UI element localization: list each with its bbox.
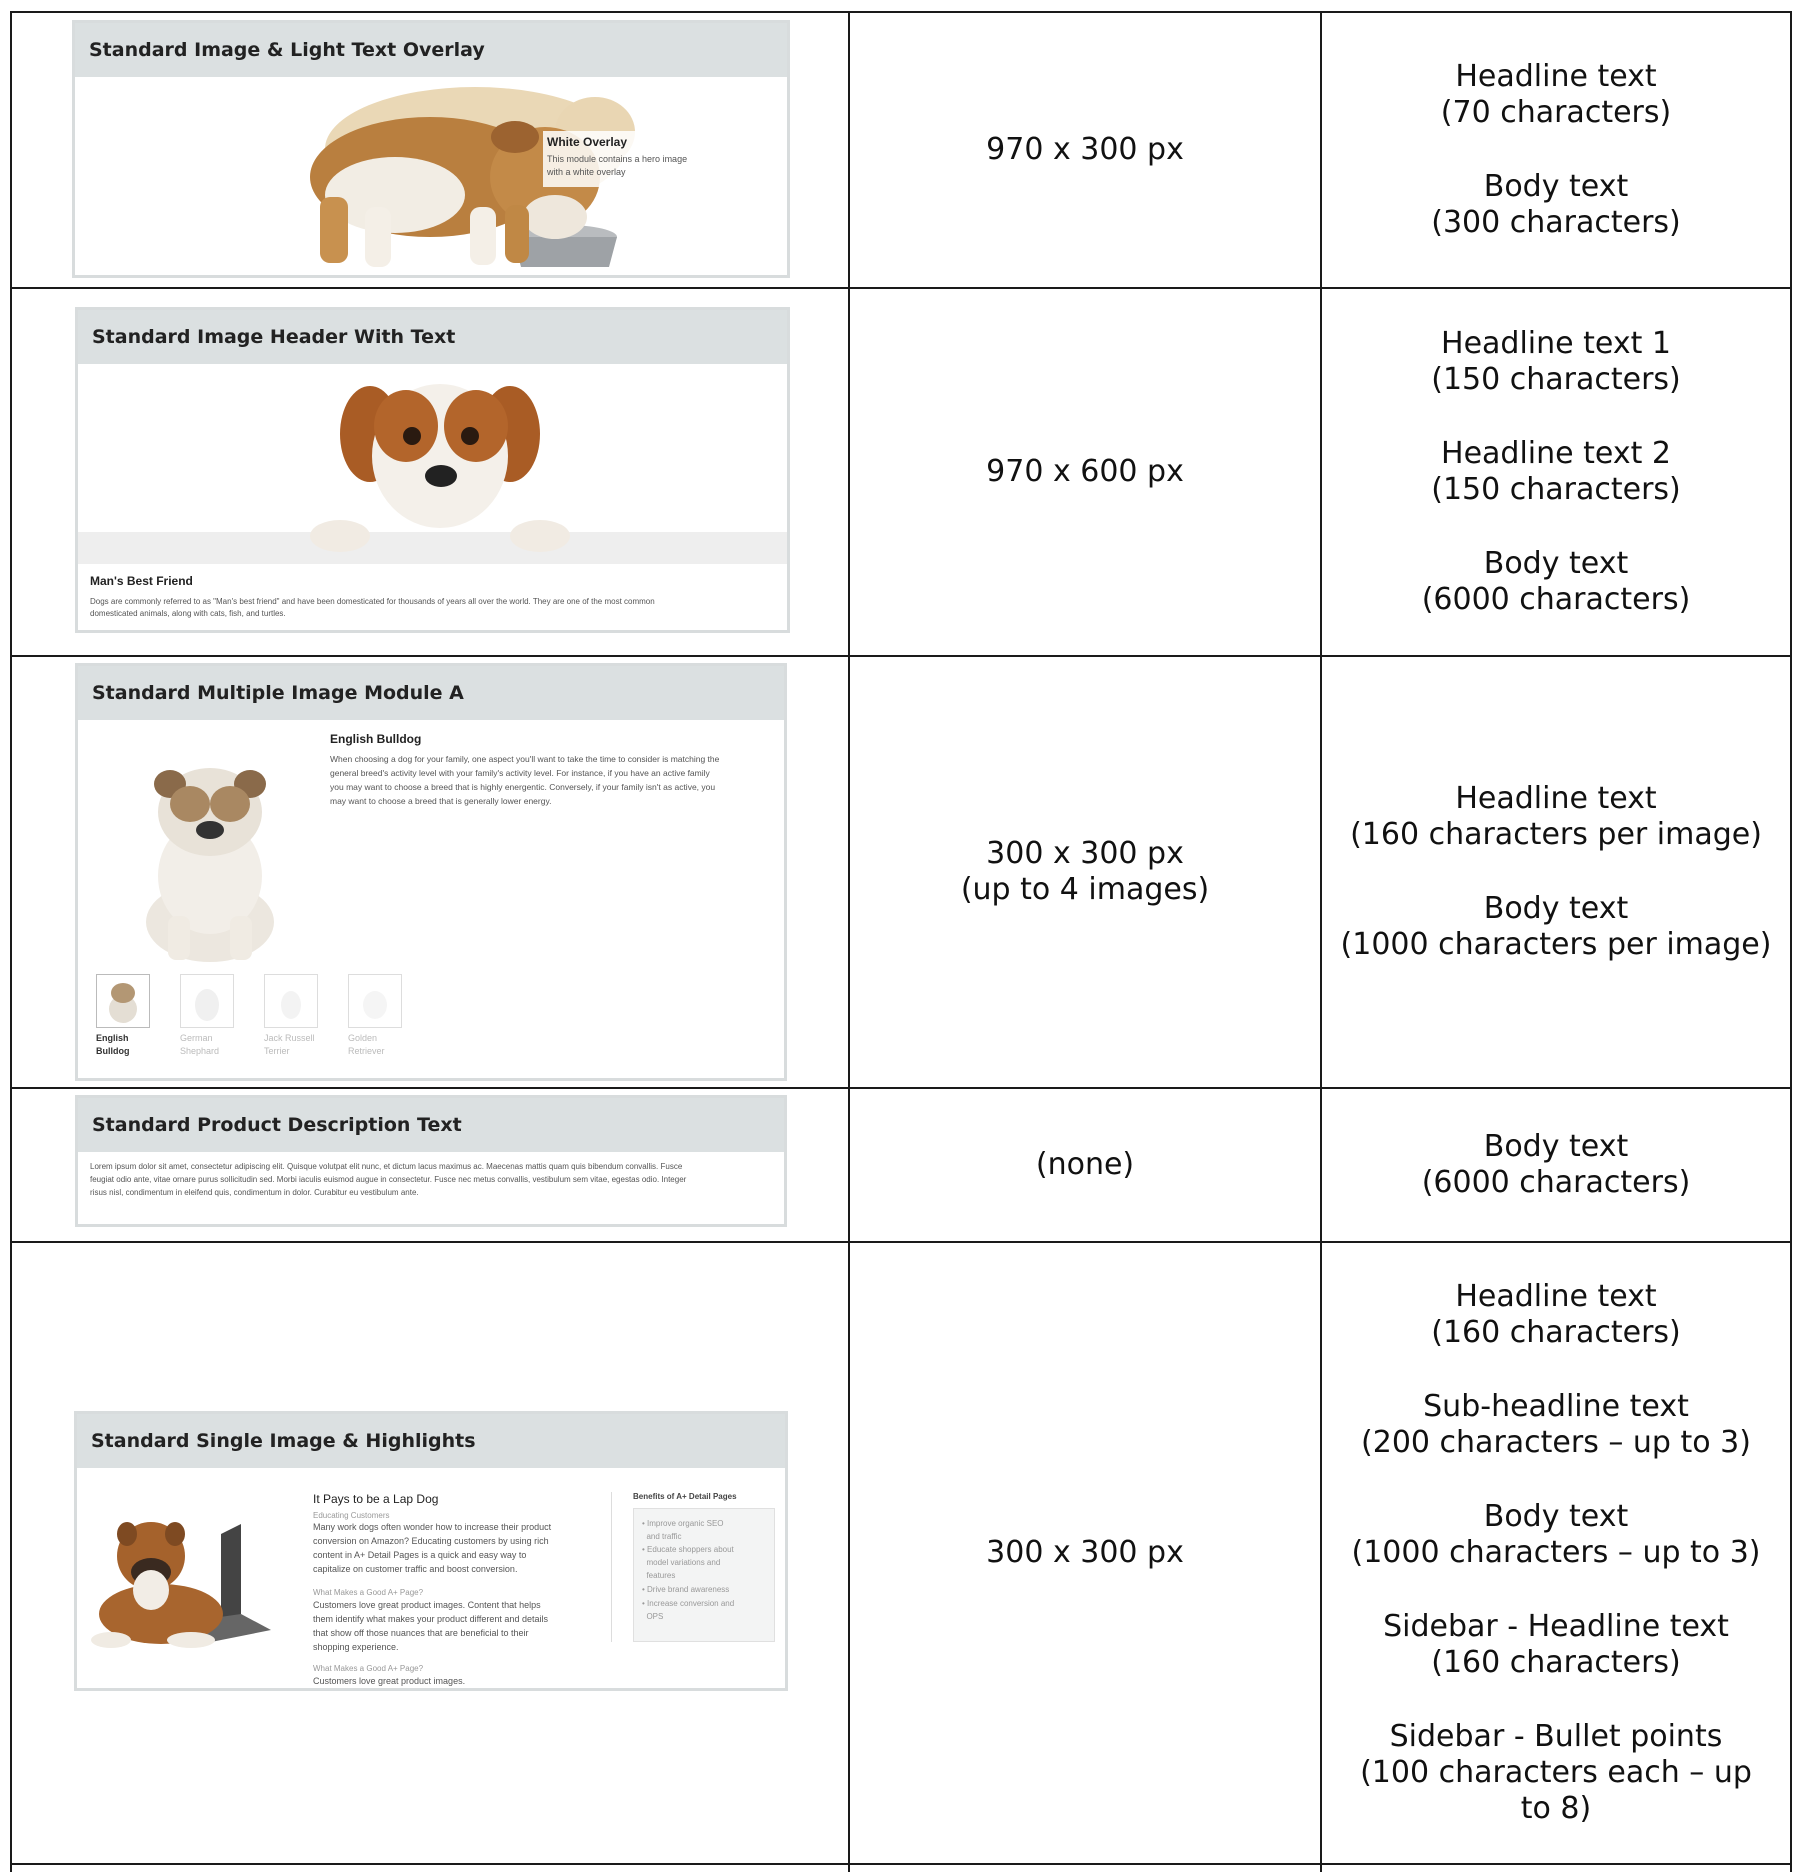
description-line-3: risus nisl, condimentum in eleifend quis, condimentum in dolor. Curabitur eu vestibulum ante. — [90, 1188, 419, 1197]
article-title: It Pays to be a Lap Dog — [313, 1492, 439, 1506]
requirement-limit: (160 characters per image) — [1350, 817, 1762, 852]
sidebar-bullet: • Improve organic SEO and traffic — [642, 1519, 724, 1541]
terrier-thumbnail-image — [265, 975, 317, 1027]
article-p2-line-3: that show off those nuances that are beneficial to their — [313, 1628, 529, 1638]
article-p1-line-4: capitalize on customer traffic and boost conversion. — [313, 1564, 518, 1574]
module-title: Standard Multiple Image Module A — [78, 666, 784, 720]
requirement-limit: (6000 characters) — [1421, 1165, 1691, 1200]
requirement-limit: (1000 characters per image) — [1340, 927, 1772, 962]
feature-line-2: general breed's activity level with your family's activity level. For instance, if you have an active family — [330, 768, 710, 778]
requirement-limit: (150 characters) — [1431, 472, 1681, 507]
thumbnail-golden-retriever[interactable] — [348, 974, 402, 1028]
shephard-thumbnail-image — [181, 975, 233, 1027]
overlay-text-line-2: with a white overlay — [547, 167, 626, 177]
caption-title: Man's Best Friend — [90, 574, 193, 588]
description-line-1: Lorem ipsum dolor sit amet, consectetur adipiscing elit. Quisque volutpat elit nunc, et dictum lacus maximus ac. Maecenas mattis quam quis bibendum convallis. Fusce — [90, 1162, 683, 1171]
table-left-border — [10, 12, 12, 1872]
bulldog-thumbnail-image — [97, 975, 149, 1027]
module-title: Standard Image & Light Text Overlay — [75, 23, 787, 77]
image-size-cell-row-3 — [850, 657, 1320, 1087]
requirement-label: Body text — [1483, 891, 1629, 926]
image-size-line: (none) — [1035, 1147, 1135, 1182]
requirement-label: Body text — [1483, 546, 1629, 581]
image-size-line: (up to 4 images) — [960, 872, 1210, 907]
sidebar-bullet: • Increase conversion and OPS — [642, 1599, 735, 1621]
module-preview-image-light-text-overlay — [72, 20, 790, 278]
requirement-limit: (70 characters) — [1440, 95, 1672, 130]
retriever-thumbnail-image — [349, 975, 401, 1027]
requirement-limit: (300 characters) — [1431, 205, 1681, 240]
feature-line-3: you may want to choose a breed that is highly energentic. Conversely, if your family isn't as active, you — [330, 782, 716, 792]
requirement-limit-cont: to 8) — [1520, 1791, 1592, 1826]
caption-line-2: domesticated animals, along with cats, fish, and turtles. — [90, 609, 286, 618]
requirement-label: Body text — [1483, 1499, 1629, 1534]
requirement-limit: (160 characters) — [1431, 1315, 1681, 1350]
article-p2-line-2: them identify what makes your product different and details — [313, 1614, 548, 1624]
feature-title: English Bulldog — [330, 732, 422, 746]
feature-line-4: may want to choose a breed that is generally lower energy. — [330, 796, 552, 806]
requirement-label: Body text — [1483, 169, 1629, 204]
requirement-label: Sidebar - Bullet points — [1389, 1719, 1723, 1754]
article-p1-line-3: content in A+ Detail Pages is a quick and easy way to — [313, 1550, 527, 1560]
thumb-label: Jack Russell Terrier — [264, 1033, 315, 1056]
requirement-limit: (100 characters each – up — [1360, 1755, 1752, 1790]
module-preview-image-header-with-text — [75, 307, 790, 633]
article-subheadline-3: What Makes a Good A+ Page? — [313, 1664, 424, 1673]
requirement-limit: (1000 characters – up to 3) — [1351, 1535, 1761, 1570]
image-size-line: 300 x 300 px — [986, 836, 1184, 871]
article-subheadline-1: Educating Customers — [313, 1511, 390, 1520]
module-preview-multiple-image-a — [75, 663, 787, 1081]
jack-russell-puppy-image — [78, 364, 790, 564]
module-title: Standard Image Header With Text — [78, 310, 787, 364]
module-preview-single-image-highlights — [74, 1411, 788, 1691]
article-p2-line-4: shopping experience. — [313, 1642, 399, 1652]
module-title: Standard Single Image & Highlights — [77, 1414, 785, 1468]
requirement-limit: (200 characters – up to 3) — [1361, 1425, 1751, 1460]
boxer-dog-laptop-image — [91, 1494, 291, 1664]
thumb-label: German Shephard — [180, 1033, 220, 1056]
overlay-title: White Overlay — [547, 135, 628, 149]
white-overlay-box — [543, 131, 703, 187]
image-size-line: 970 x 300 px — [986, 132, 1184, 167]
requirements-cell-row-1 — [1322, 13, 1790, 287]
image-size-line: 970 x 600 px — [986, 454, 1184, 489]
thumbnail-german-shephard[interactable] — [180, 974, 234, 1028]
requirements-cell-row-5 — [1322, 1243, 1790, 1863]
image-size-cell-row-4 — [850, 1089, 1320, 1241]
requirement-label: Headline text 1 — [1441, 326, 1671, 361]
english-bulldog-image — [118, 746, 298, 966]
sidebar-title: Benefits of A+ Detail Pages — [633, 1492, 737, 1501]
requirement-limit: (160 characters) — [1431, 1645, 1681, 1680]
row-divider-5 — [10, 1863, 1792, 1865]
sidebar-divider — [611, 1492, 612, 1642]
feature-line-1: When choosing a dog for your family, one aspect you'll want to take the time to consider is matching the — [330, 754, 720, 764]
article-p1-line-1: Many work dogs often wonder how to increase their product — [313, 1522, 552, 1532]
sidebar-bullet: • Educate shoppers about model variations and features — [642, 1545, 734, 1580]
image-size-cell-row-2 — [850, 289, 1320, 655]
module-title: Standard Product Description Text — [78, 1098, 784, 1152]
article-p3-line-1: Customers love great product images. — [313, 1676, 466, 1686]
sidebar-bullets-box — [633, 1508, 775, 1642]
module-preview-product-description-text — [75, 1095, 787, 1227]
article-p2-line-1: Customers love great product images. Content that helps — [313, 1600, 541, 1610]
thumbnail-jack-russell-terrier[interactable] — [264, 974, 318, 1028]
caption-line-1: Dogs are commonly referred to as "Man's best friend" and have been domesticated for thousands of years all over the world. They are one of the most common — [90, 597, 655, 606]
overlay-text-line-1: This module contains a hero image — [547, 154, 688, 164]
requirement-label: Sub-headline text — [1423, 1389, 1689, 1424]
requirement-limit: (150 characters) — [1431, 362, 1681, 397]
requirements-cell-row-4 — [1322, 1089, 1790, 1241]
article-p1-line-2: conversion on Amazon? Educating customers by using rich — [313, 1536, 549, 1546]
thumb-label: English Bulldog — [96, 1033, 130, 1056]
requirement-label: Headline text 2 — [1441, 436, 1671, 471]
requirements-cell-row-3 — [1322, 657, 1790, 1087]
requirement-label: Headline text — [1455, 781, 1657, 816]
sidebar-bullet: • Drive brand awareness — [642, 1585, 730, 1594]
requirement-limit: (6000 characters) — [1421, 582, 1691, 617]
requirement-label: Headline text — [1455, 59, 1657, 94]
image-size-cell-row-1 — [850, 13, 1320, 287]
thumb-label: Golden Retriever — [348, 1033, 385, 1056]
image-size-cell-row-5 — [850, 1243, 1320, 1863]
requirement-label: Body text — [1483, 1129, 1629, 1164]
requirement-label: Headline text — [1455, 1279, 1657, 1314]
image-size-line: 300 x 300 px — [986, 1535, 1184, 1570]
table-right-border — [1790, 12, 1792, 1872]
description-line-2: feugiat odio ante, vitae ornare purus sollicitudin sed. Morbi iaculis euismod augue in consectetur. Fusce nec metus convallis, vestibulum sem vitae, egestas odio. Integer — [90, 1175, 687, 1184]
requirement-label: Sidebar - Headline text — [1383, 1609, 1729, 1644]
article-subheadline-2: What Makes a Good A+ Page? — [313, 1588, 424, 1597]
thumbnail-english-bulldog[interactable] — [96, 974, 150, 1028]
requirements-cell-row-2 — [1322, 289, 1790, 655]
